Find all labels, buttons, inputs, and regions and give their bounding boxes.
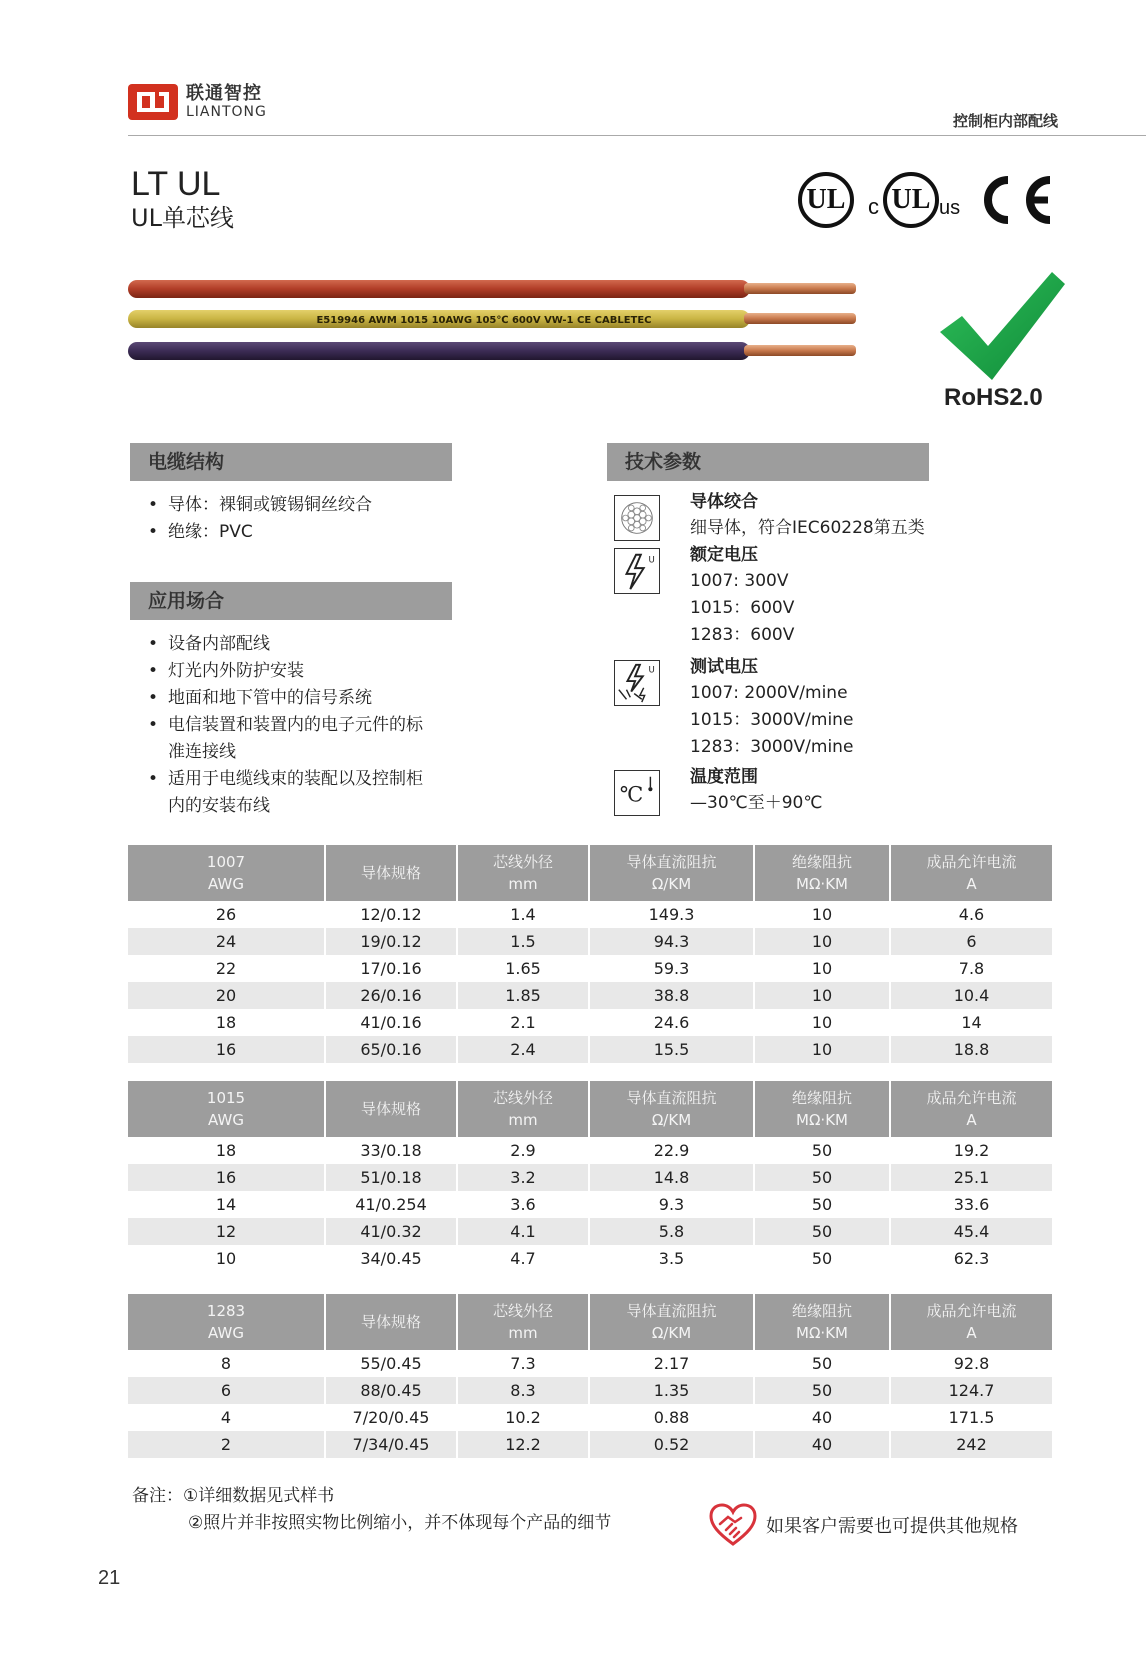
table-row bbox=[128, 955, 1052, 982]
certification-marks bbox=[796, 170, 1061, 230]
table-row bbox=[128, 1009, 1052, 1036]
table-cell: 2.17 bbox=[589, 1350, 754, 1377]
table-cell: 16 bbox=[128, 1036, 325, 1063]
list-item: • 灯光内外防护安装 bbox=[145, 658, 455, 685]
table-cell: 50 bbox=[754, 1137, 890, 1164]
table-cell: 18.8 bbox=[890, 1036, 1052, 1063]
table-cell: 10 bbox=[754, 1036, 890, 1063]
list-item: • 设备内部配线 bbox=[145, 631, 455, 658]
column-header: 芯线外径 mm bbox=[457, 1294, 589, 1350]
column-header: 绝缘阻抗 MΩ·KM bbox=[754, 845, 890, 901]
tech-value: —30℃至＋90℃ bbox=[690, 793, 823, 813]
test-voltage-icon bbox=[614, 660, 660, 706]
column-header: 芯线外径 mm bbox=[457, 845, 589, 901]
table-header-row bbox=[128, 1081, 1052, 1137]
cul-us-mark-icon bbox=[868, 174, 960, 226]
liantong-logo-icon bbox=[128, 84, 178, 120]
ul-mark-icon bbox=[800, 174, 852, 226]
table-cell: 10 bbox=[754, 955, 890, 982]
svg-text:UL: UL bbox=[806, 184, 846, 215]
table-cell: 59.3 bbox=[589, 955, 754, 982]
table-cell: 65/0.16 bbox=[325, 1036, 457, 1063]
table-cell: 12 bbox=[128, 1218, 325, 1245]
column-header: 绝缘阻抗 MΩ·KM bbox=[754, 1081, 890, 1137]
column-header: 绝缘阻抗 MΩ·KM bbox=[754, 1294, 890, 1350]
table-cell: 14.8 bbox=[589, 1164, 754, 1191]
table-row bbox=[128, 1350, 1052, 1377]
tech-value: 1015：3000V/mine bbox=[690, 710, 854, 730]
custom-spec-notice bbox=[708, 1500, 1018, 1550]
note-line-2: ②照片并非按照实物比例缩小，并不体现每个产品的细节 bbox=[188, 1513, 612, 1533]
note-line-1: 备注：①详细数据见式样书 bbox=[132, 1486, 335, 1506]
column-header: 导体直流阻抗 Ω/KM bbox=[589, 1081, 754, 1137]
table-cell: 2.1 bbox=[457, 1009, 589, 1036]
table-cell: 6 bbox=[128, 1377, 325, 1404]
table-cell: 88/0.45 bbox=[325, 1377, 457, 1404]
table-cell: 50 bbox=[754, 1245, 890, 1272]
structure-section-header: 电缆结构 bbox=[130, 443, 452, 481]
table-cell: 10.4 bbox=[890, 982, 1052, 1009]
brand-logo bbox=[128, 84, 267, 120]
spec-table-1015 bbox=[128, 1081, 1052, 1272]
table-cell: 45.4 bbox=[890, 1218, 1052, 1245]
table-row bbox=[128, 1404, 1052, 1431]
table-cell: 1.35 bbox=[589, 1377, 754, 1404]
table-cell: 12.2 bbox=[457, 1431, 589, 1458]
ce-mark-icon bbox=[988, 180, 1050, 220]
table-header-row bbox=[128, 1294, 1052, 1350]
column-header: 成品允许电流 A bbox=[890, 845, 1052, 901]
tech-title-rated-voltage: 额定电压 bbox=[690, 545, 758, 565]
spec-table-1283 bbox=[128, 1294, 1052, 1458]
tech-value: 1007: 300V bbox=[690, 571, 789, 591]
cable-print-text: E519946 AWM 1015 10AWG 105℃ 600V VW-1 CE CABLETEC bbox=[316, 315, 652, 326]
table-cell: 34/0.45 bbox=[325, 1245, 457, 1272]
table-cell: 12/0.12 bbox=[325, 901, 457, 928]
table-cell: 1.4 bbox=[457, 901, 589, 928]
product-subtitle: UL单芯线 bbox=[131, 204, 234, 232]
table-row bbox=[128, 1164, 1052, 1191]
table-cell: 1.85 bbox=[457, 982, 589, 1009]
table-cell: 6 bbox=[890, 928, 1052, 955]
table-cell: 10.2 bbox=[457, 1404, 589, 1431]
tech-value: 1283：3000V/mine bbox=[690, 737, 854, 757]
table-row bbox=[128, 1191, 1052, 1218]
table-cell: 41/0.16 bbox=[325, 1009, 457, 1036]
brand-name-cn: 联通智控 bbox=[186, 83, 262, 104]
column-header: 导体直流阻抗 Ω/KM bbox=[589, 1294, 754, 1350]
application-list bbox=[145, 631, 455, 820]
table-cell: 3.5 bbox=[589, 1245, 754, 1272]
table-cell: 9.3 bbox=[589, 1191, 754, 1218]
table-cell: 4 bbox=[128, 1404, 325, 1431]
table-cell: 18 bbox=[128, 1137, 325, 1164]
table-cell: 20 bbox=[128, 982, 325, 1009]
table-cell: 51/0.18 bbox=[325, 1164, 457, 1191]
table-cell: 14 bbox=[128, 1191, 325, 1218]
table-cell: 1.5 bbox=[457, 928, 589, 955]
table-cell: 10 bbox=[754, 901, 890, 928]
column-header: 成品允许电流 A bbox=[890, 1081, 1052, 1137]
column-header: 导体规格 bbox=[325, 1294, 457, 1350]
table-row bbox=[128, 1137, 1052, 1164]
table-cell: 26 bbox=[128, 901, 325, 928]
structure-list bbox=[145, 492, 455, 546]
table-cell: 40 bbox=[754, 1404, 890, 1431]
table-row bbox=[128, 1431, 1052, 1458]
svg-text:U: U bbox=[648, 665, 655, 676]
table-cell: 33/0.18 bbox=[325, 1137, 457, 1164]
column-header: 1015 AWG bbox=[128, 1081, 325, 1137]
table-cell: 22 bbox=[128, 955, 325, 982]
tech-value: 细导体，符合IEC60228第五类 bbox=[690, 518, 925, 538]
rated-voltage-icon bbox=[614, 548, 660, 594]
table-row bbox=[128, 982, 1052, 1009]
table-cell: 149.3 bbox=[589, 901, 754, 928]
table-cell: 10 bbox=[754, 1009, 890, 1036]
table-cell: 4.7 bbox=[457, 1245, 589, 1272]
table-cell: 24 bbox=[128, 928, 325, 955]
brand-name-en: LIANTONG bbox=[186, 104, 267, 120]
cul-us-letters: us bbox=[939, 197, 961, 219]
table-cell: 10 bbox=[128, 1245, 325, 1272]
rohs-label: RoHS2.0 bbox=[944, 384, 1043, 411]
table-cell: 26/0.16 bbox=[325, 982, 457, 1009]
table-cell: 8 bbox=[128, 1350, 325, 1377]
table-row bbox=[128, 928, 1052, 955]
table-cell: 7.8 bbox=[958, 959, 985, 978]
table-cell: 40 bbox=[754, 1431, 890, 1458]
temperature-icon bbox=[614, 770, 660, 816]
table-cell: 2.9 bbox=[457, 1137, 589, 1164]
tech-value: 1007: 2000V/mine bbox=[690, 683, 848, 703]
column-header: 芯线外径 mm bbox=[457, 1081, 589, 1137]
column-header: 导体规格 bbox=[325, 845, 457, 901]
table-cell: 38.8 bbox=[589, 982, 754, 1009]
table-cell: 19/0.12 bbox=[325, 928, 457, 955]
footnotes bbox=[132, 1483, 611, 1537]
column-header: 1007 AWG bbox=[128, 845, 325, 901]
table-cell: 24.6 bbox=[589, 1009, 754, 1036]
table-cell: 4.6 bbox=[958, 905, 985, 924]
list-item: • 绝缘：PVC bbox=[145, 519, 455, 546]
table-cell: 62.3 bbox=[953, 1249, 990, 1268]
table-row bbox=[128, 1218, 1052, 1245]
column-header: 成品允许电流 A bbox=[890, 1294, 1052, 1350]
table-cell: 55/0.45 bbox=[325, 1350, 457, 1377]
column-header: 导体直流阻抗 Ω/KM bbox=[589, 845, 754, 901]
tech-section-header: 技术参数 bbox=[607, 443, 929, 481]
table-row bbox=[128, 1245, 1052, 1272]
table-cell: 18 bbox=[128, 1009, 325, 1036]
conductor-strand-icon bbox=[614, 495, 660, 541]
list-item: • 地面和地下管中的信号系统 bbox=[145, 685, 455, 712]
table-cell: 7/20/0.45 bbox=[325, 1404, 457, 1431]
table-cell: 7/34/0.45 bbox=[325, 1431, 457, 1458]
tech-title-conductor: 导体绞合 bbox=[690, 492, 758, 512]
cable-product-photo bbox=[128, 280, 898, 390]
table-cell: 171.5 bbox=[948, 1408, 995, 1427]
application-section-header: 应用场合 bbox=[130, 582, 452, 620]
table-cell: 2 bbox=[128, 1431, 325, 1458]
table-cell: 1.65 bbox=[457, 955, 589, 982]
table-cell: 50 bbox=[754, 1218, 890, 1245]
table-row bbox=[128, 1036, 1052, 1063]
table-cell: 2.4 bbox=[457, 1036, 589, 1063]
table-cell: 19.2 bbox=[953, 1141, 990, 1160]
table-cell: 14 bbox=[961, 1013, 982, 1032]
handshake-heart-icon bbox=[708, 1500, 758, 1550]
table-cell: 94.3 bbox=[589, 928, 754, 955]
svg-text:UL: UL bbox=[891, 184, 931, 215]
table-cell: 8.3 bbox=[457, 1377, 589, 1404]
table-cell: 242 bbox=[890, 1431, 1052, 1458]
table-header-row bbox=[128, 845, 1052, 901]
table-cell: 17/0.16 bbox=[325, 955, 457, 982]
table-cell: 7.3 bbox=[457, 1350, 589, 1377]
tech-value: 1283：600V bbox=[690, 625, 795, 645]
table-cell: 16 bbox=[128, 1164, 325, 1191]
table-cell: 33.6 bbox=[953, 1195, 990, 1214]
product-title: LT UL bbox=[131, 165, 221, 203]
cul-c-letter: c bbox=[868, 194, 879, 219]
table-cell: 3.2 bbox=[457, 1164, 589, 1191]
table-cell: 3.6 bbox=[457, 1191, 589, 1218]
list-item: • 适用于电缆线束的装配以及控制柜 内的安装布线 bbox=[145, 766, 455, 820]
table-cell: 15.5 bbox=[589, 1036, 754, 1063]
table-cell: 10 bbox=[754, 928, 890, 955]
table-cell: 0.88 bbox=[589, 1404, 754, 1431]
tech-title-temperature: 温度范围 bbox=[690, 767, 758, 787]
table-cell: 50 bbox=[754, 1164, 890, 1191]
table-cell: 92.8 bbox=[953, 1354, 990, 1373]
list-item: • 电信装置和装置内的电子元件的标 准连接线 bbox=[145, 712, 455, 766]
table-cell: 41/0.254 bbox=[325, 1191, 457, 1218]
table-cell: 25.1 bbox=[890, 1164, 1052, 1191]
table-cell: 10 bbox=[754, 982, 890, 1009]
header-divider bbox=[128, 135, 1146, 136]
table-cell: 50 bbox=[754, 1377, 890, 1404]
tech-title-test-voltage: 测试电压 bbox=[690, 657, 758, 677]
column-header: 导体规格 bbox=[325, 1081, 457, 1137]
table-cell: 22.9 bbox=[589, 1137, 754, 1164]
table-cell: 41/0.32 bbox=[325, 1218, 457, 1245]
table-cell: 50 bbox=[754, 1191, 890, 1218]
page-number: 21 bbox=[98, 1567, 121, 1589]
table-cell: 50 bbox=[754, 1350, 890, 1377]
table-cell: 124.7 bbox=[890, 1377, 1052, 1404]
table-cell: 4.1 bbox=[457, 1218, 589, 1245]
svg-text:U: U bbox=[648, 555, 655, 566]
table-cell: 0.52 bbox=[589, 1431, 754, 1458]
tech-value: 1015：600V bbox=[690, 598, 795, 618]
table-row bbox=[128, 1377, 1052, 1404]
spec-table-1007 bbox=[128, 845, 1052, 1063]
custom-spec-text: 如果客户需要也可提供其他规格 bbox=[766, 1516, 1018, 1537]
table-cell: 5.8 bbox=[589, 1218, 754, 1245]
svg-text:℃: ℃ bbox=[619, 781, 644, 807]
rohs-checkmark-icon bbox=[940, 272, 1065, 382]
catalog-section-label: 控制柜内部配线 bbox=[952, 112, 1058, 130]
list-item: • 导体：裸铜或镀锡铜丝绞合 bbox=[145, 492, 455, 519]
column-header: 1283 AWG bbox=[128, 1294, 325, 1350]
table-row bbox=[128, 901, 1052, 928]
